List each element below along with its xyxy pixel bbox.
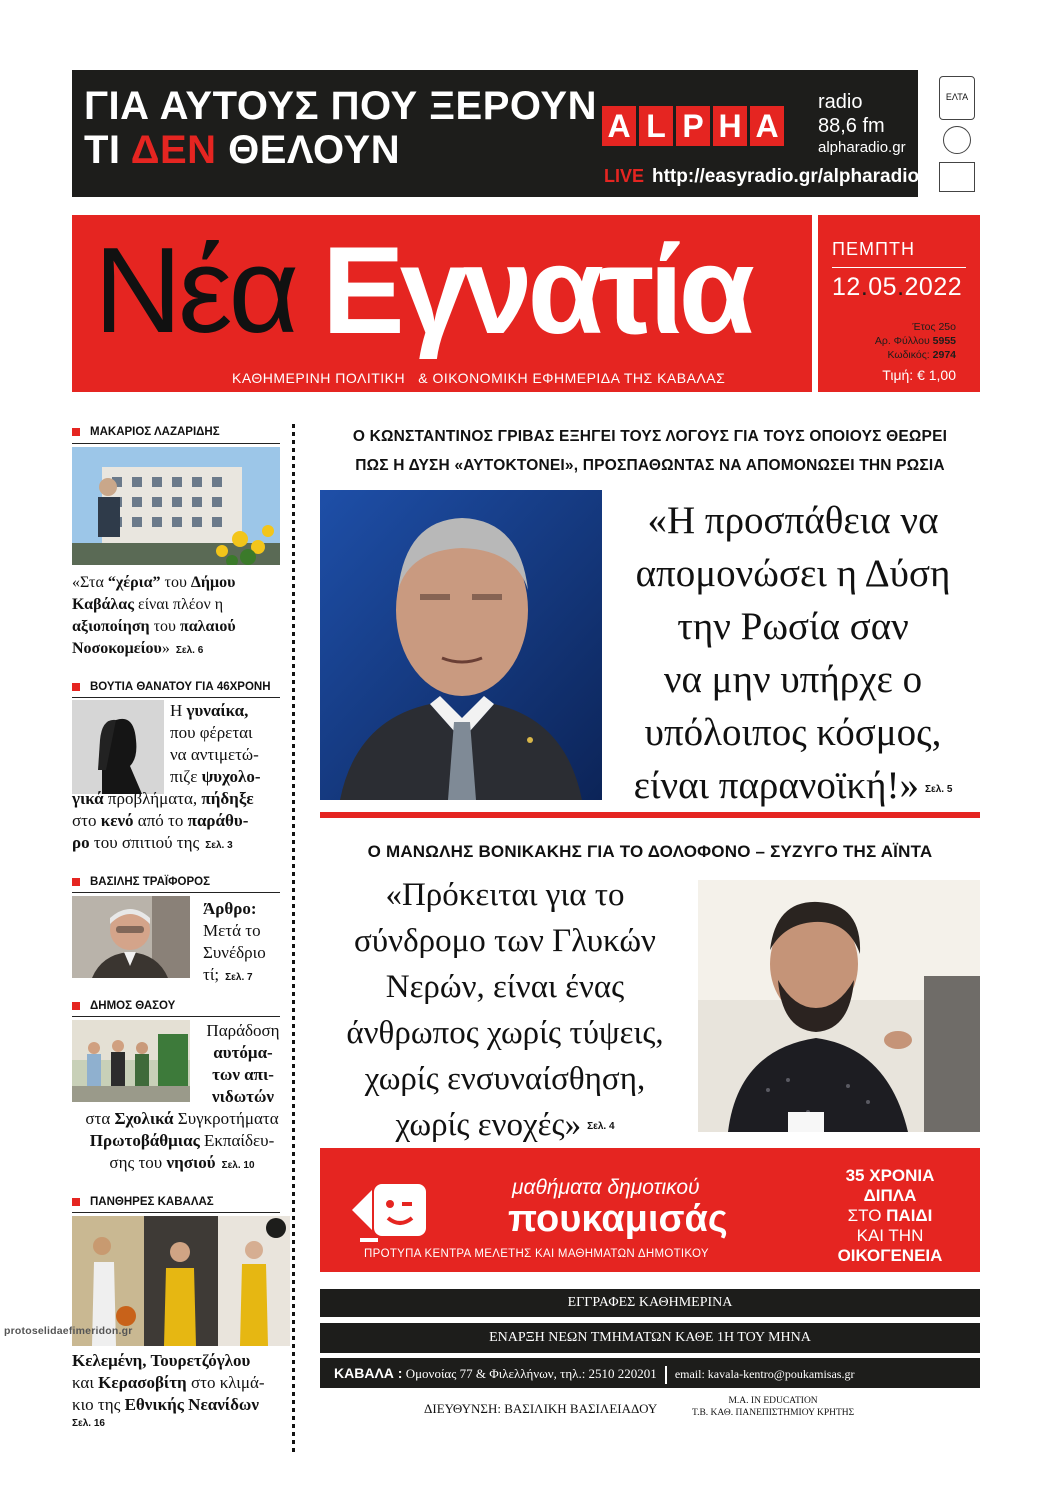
page-ref: Σελ. 4 — [587, 1121, 615, 1133]
date-divider — [832, 267, 966, 268]
sidebar-heading-2: ΒΟΥΤΙΑ ΘΑΝΑΤΟΥ ΓΙΑ 46ΧΡΟΝΗ — [72, 681, 271, 693]
hospital-building-photo[interactable] — [72, 447, 280, 565]
postal-seal-icon — [943, 126, 971, 154]
radio-website[interactable]: alpharadio.gr — [818, 139, 906, 156]
issue-year: Έτος 25ο — [912, 321, 956, 333]
ad-centres-text: ΠΡΟΤΥΠΑ ΚΕΝΤΡΑ ΜΕΛΕΤΗΣ ΚΑΙ ΜΑΘΗΜΑΤΩΝ ΔΗΜΟΤΙΚΟΥ — [364, 1248, 709, 1260]
radio-word: radio — [818, 91, 863, 113]
masthead-title-part2: Εγνατία — [322, 222, 750, 360]
story1-kicker-line2[interactable]: ΠΩΣ Η ΔΥΣΗ «ΑΥΤΟΚΤΟΝΕΙ», ΠΡΟΣΠΑΘΩΝΤΑΣ ΝΑ ΑΠΟΜΟΝΩΣΕΙ ΤΗΝ ΡΩΣΙΑ — [355, 457, 945, 474]
sidebar-rule — [72, 697, 280, 698]
issue-sheet: Αρ. Φύλλου 5955 — [874, 335, 956, 347]
thasos-delivery-photo[interactable] — [72, 1020, 190, 1102]
sidebar-heading-5: ΠΑΝΘΗΡΕΣ ΚΑΒΑΛΑΣ — [72, 1196, 214, 1208]
bullet-square-icon — [72, 1198, 80, 1206]
ad-address: Ομονοίας 77 & Φιλελλήνων, τηλ.: 2510 220201 — [402, 1366, 657, 1381]
ad-years-text: 35 ΧΡΟΝΙΑ ΔΙΠΛΑ ΣΤΟ ΠΑΙΔΙ ΚΑΙ ΤΗΝ ΟΙΚΟΓΕΝΕΙΑ — [837, 1166, 943, 1265]
konstantinos-grivas-photo[interactable] — [320, 490, 602, 800]
ad-registrations-bar: ΕΓΓΡΑΦΕΣ ΚΑΘΗΜΕΡΙΝΑ — [320, 1289, 980, 1317]
woman-silhouette-photo[interactable] — [72, 700, 164, 794]
bullet-square-icon — [72, 428, 80, 436]
alpha-logo — [602, 106, 784, 146]
page-ref: Σελ. 16 — [72, 1418, 105, 1429]
alpha-letter: A — [750, 106, 784, 146]
site-watermark: protoselidaefimeridon.gr — [4, 1325, 133, 1337]
masthead-title-part1: Νέα — [94, 222, 296, 358]
postage-area — [934, 70, 980, 200]
elta-postal-logo: ΕΛΤΑ — [939, 76, 975, 120]
vasilis-traiforos-photo[interactable] — [72, 896, 190, 978]
masthead-subtitle: ΚΑΘΗΜΕΡΙΝΗ ΠΟΛΙΤΙΚΗ & ΟΙΚΟΝΟΜΙΚΗ ΕΦΗΜΕΡΙΔΑ ΤΗΣ ΚΑΒΑΛΑΣ — [232, 370, 726, 386]
sidebar-heading-3: ΒΑΣΙΛΗΣ ΤΡΑΪΦΟΡΟΣ — [72, 876, 210, 888]
manolis-vonikakis-photo[interactable] — [698, 880, 980, 1132]
ad-slogan-line2: ΤΙ ΔΕΝ ΘΕΛΟΥΝ — [84, 128, 401, 172]
live-url-link[interactable]: http://easyradio.gr/alpharadio — [652, 166, 920, 187]
ad-director-bar — [320, 1393, 980, 1425]
alpha-letter: L — [639, 106, 673, 146]
poukamisas-ad[interactable] — [320, 1148, 980, 1272]
masthead — [72, 215, 812, 392]
sidebar-story-2-text-b[interactable]: γικά προβλήματα, πήδηξε στο κενό από το παράθυ- ρο του σπιτιού της Σελ. 3 — [72, 789, 254, 852]
sidebar-rule — [72, 1212, 280, 1213]
postage-stamp-icon — [939, 162, 975, 192]
sidebar-story-3-text[interactable]: Άρθρο: Μετά το Συνέδριο τί; Σελ. 7 — [203, 899, 266, 984]
ad-degree: M.A. IN EDUCATION Τ.Β. ΚΑΘ. ΠΑΝΕΠΙΣΤΗΜΙΟΥ ΚΡΗΤΗΣ — [692, 1396, 855, 1418]
ad-brand-name: πουκαμισάς — [508, 1198, 728, 1240]
page-ref: Σελ. 6 — [175, 645, 204, 656]
page-ref: Σελ. 3 — [205, 840, 233, 851]
ad-contact-separator — [665, 1366, 667, 1384]
live-label: LIVE — [604, 166, 645, 186]
sidebar-heading-4: ΔΗΜΟΣ ΘΑΣΟΥ — [72, 1000, 175, 1012]
page-ref: Σελ. 10 — [221, 1160, 255, 1171]
issue-price: Τιμή: € 1,00 — [882, 367, 956, 383]
issue-code: Κωδικός: 2974 — [887, 349, 956, 361]
ad-slogan-line1: ΓΙΑ ΑΥΤΟΥΣ ΠΟΥ ΞΕΡΟΥΝ — [84, 84, 597, 128]
sidebar-story-4-text-b[interactable]: στα Σχολικά Συγκροτήματα Πρωτοβάθμιας Εκπαίδευ- σης του νησιού Σελ. 10 — [85, 1109, 279, 1172]
ad-new-classes-bar: ΕΝΑΡΞΗ ΝΕΩΝ ΤΜΗΜΑΤΩΝ ΚΑΘΕ 1Η ΤΟΥ ΜΗΝΑ — [320, 1323, 980, 1353]
bullet-square-icon — [72, 1002, 80, 1010]
alpha-letter: H — [713, 106, 747, 146]
sidebar-rule — [72, 892, 280, 893]
sidebar-rule — [72, 1016, 280, 1017]
sidebar-rule — [72, 443, 280, 444]
story2-kicker[interactable]: Ο ΜΑΝΩΛΗΣ ΒΟΝΙΚΑΚΗΣ ΓΙΑ ΤΟ ΔΟΛΟΦΟΝΟ – ΣΥΖΥΓΟ ΤΗΣ ΑΪΝΤΑ — [367, 842, 933, 861]
sidebar-story-2-text-a[interactable]: Η γυναίκα, που φέρεται να αντιμετώ- πιζε ψυχολο- — [170, 701, 261, 786]
radio-frequency: 88,6 fm — [818, 115, 885, 137]
sidebar-story-1-text[interactable]: «Στα “χέρια” του Δήμου Καβάλας είναι πλέον η αξιοποίηση του παλαιού Νοσοκομείου» Σελ. 6 — [72, 574, 236, 657]
ad-tagline: μαθήματα δημοτικού — [512, 1176, 700, 1199]
pencil-logo-icon — [350, 1170, 420, 1240]
bullet-square-icon — [72, 683, 80, 691]
issue-info-box — [818, 215, 980, 392]
story1-kicker-line1[interactable]: Ο ΚΩΝΣΤΑΝΤΙΝΟΣ ΓΡΙΒΑΣ ΕΞΗΓΕΙ ΤΟΥΣ ΛΟΓΟΥΣ ΓΙΑ ΤΟΥΣ ΟΠΟΙΟΥΣ ΘΕΩΡΕΙ — [352, 428, 948, 445]
column-separator — [292, 424, 295, 1454]
alpha-radio-ad[interactable] — [72, 70, 918, 197]
ad-contact-bar — [320, 1358, 980, 1388]
sidebar-story-5-text[interactable]: Κελεμένη, Τουρετζόγλου και Κερασοβίτη στο κλιμά- κιο της Εθνικής Νεανίδων — [72, 1351, 265, 1414]
story2-quote[interactable]: «Πρόκειται για το σύνδρομο των Γλυκών Νερών, είναι ένας άνθρωπος χωρίς τύψεις, χωρίς ενσυναίσθηση, χωρίς ενοχές» Σελ. 4 — [346, 877, 664, 1143]
sidebar-heading-1: ΜΑΚΑΡΙΟΣ ΛΑΖΑΡΙΔΗΣ — [72, 426, 220, 438]
ad-email-link[interactable]: email: kavala-kentro@poukamisas.gr — [674, 1367, 855, 1381]
alpha-letter: P — [676, 106, 710, 146]
issue-day: ΠΕΜΠΤΗ — [832, 239, 915, 259]
page-ref: Σελ. 5 — [924, 783, 953, 795]
ad-director: ΔΙΕΥΘΥΝΣΗ: ΒΑΣΙΛΙΚΗ ΒΑΣΙΛΕΙΑΔΟΥ — [424, 1401, 658, 1416]
issue-date: 12.05.2022 — [832, 273, 963, 301]
story-divider — [320, 812, 980, 818]
page-ref: Σελ. 7 — [225, 972, 253, 983]
bullet-square-icon — [72, 878, 80, 886]
ad-city: ΚΑΒΑΛΑ : — [334, 1365, 403, 1381]
alpha-letter: A — [602, 106, 636, 146]
sidebar-story-4-text-a[interactable]: Παράδοση αυτόμα- των απι- νιδωτών — [206, 1021, 280, 1106]
story1-quote[interactable]: «Η προσπάθεια να απομονώσει η Δύση την Ρωσία σαν να μην υπήρχε ο υπόλοιπος κόσμος, είναι παρανοϊκή!» Σελ. 5 — [633, 499, 953, 807]
